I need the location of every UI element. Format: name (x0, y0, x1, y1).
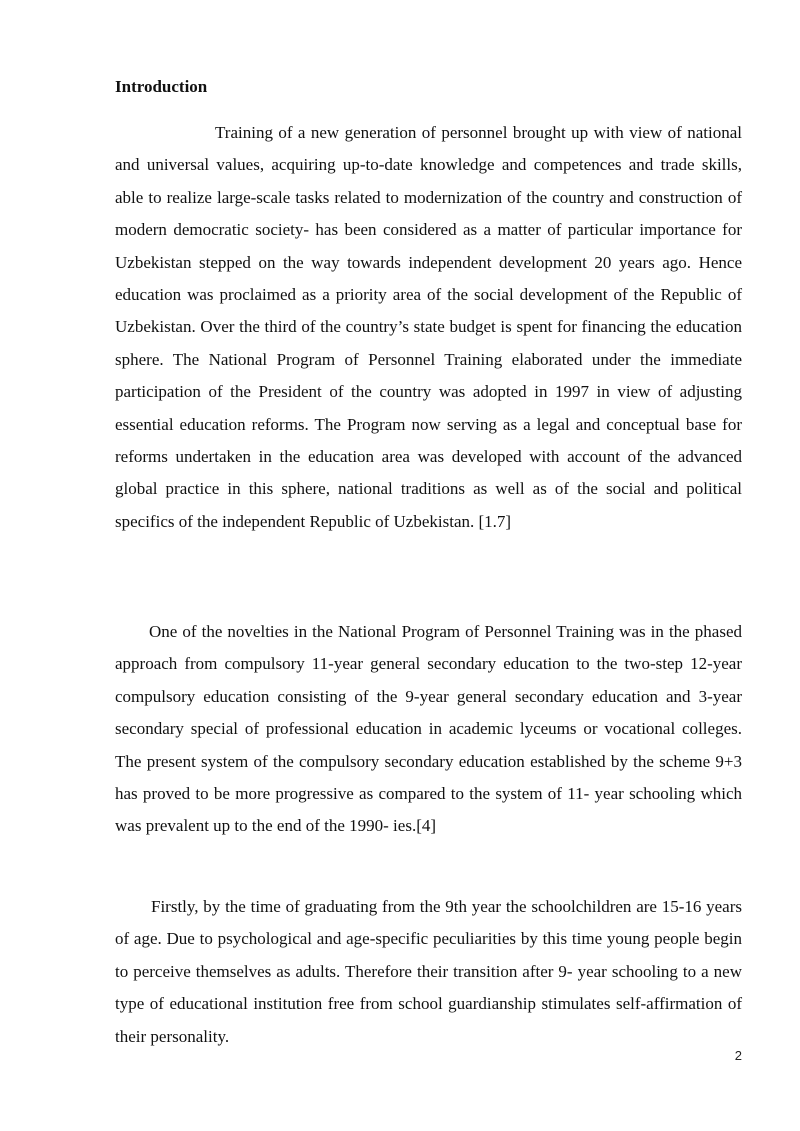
section-heading: Introduction (115, 77, 208, 96)
page-number: 2 (734, 1048, 742, 1063)
paragraph-1: Training of a new generation of personnel brought up with view of national and universal values, acquiring up-to-date knowledge and competences and trade skills, able to realize large-scale tasks related to modernization of the country and construction of modern democratic society- has been considered as a matter of particular importance for Uzbekistan stepped on the way towards independent development 20 years ago. Hence education was proclaimed as a priority area of the social development of the Republic of Uzbekistan. Over the third of the country’s state budget is spent for financing the education sphere. The National Program of Personnel Training elaborated under the immediate participation of the President of the country was adopted in 1997 in view of adjusting essential education reforms. The Program now serving as a legal and conceptual base for reforms undertaken in the education area was developed with account of the advanced global practice in this sphere, national traditions as well as of the social and political specifics of the independent Republic of Uzbekistan. [1.7] (115, 123, 742, 531)
paragraph-3: Firstly, by the time of graduating from the 9th year the schoolchildren are 15-16 years of age. Due to psychological and age-specific peculiarities by this time young people begin to perceive themselves as adults. Therefore their transition after 9- year schooling to a new type of educational institution free from school guardianship stimulates self-affirmation of their personality. (115, 897, 742, 1046)
paragraph-2: One of the novelties in the National Program of Personnel Training was in the phased approach from compulsory 11-year general secondary education to the two-step 12-year compulsory education consisting of the 9-year general secondary education and 3-year secondary special of professional education in academic lyceums or vocational colleges. The present system of the compulsory secondary education established by the scheme 9+3 has proved to be more progressive as compared to the system of 11- year schooling which was prevalent up to the end of the 1990- ies.[4] (115, 622, 742, 836)
